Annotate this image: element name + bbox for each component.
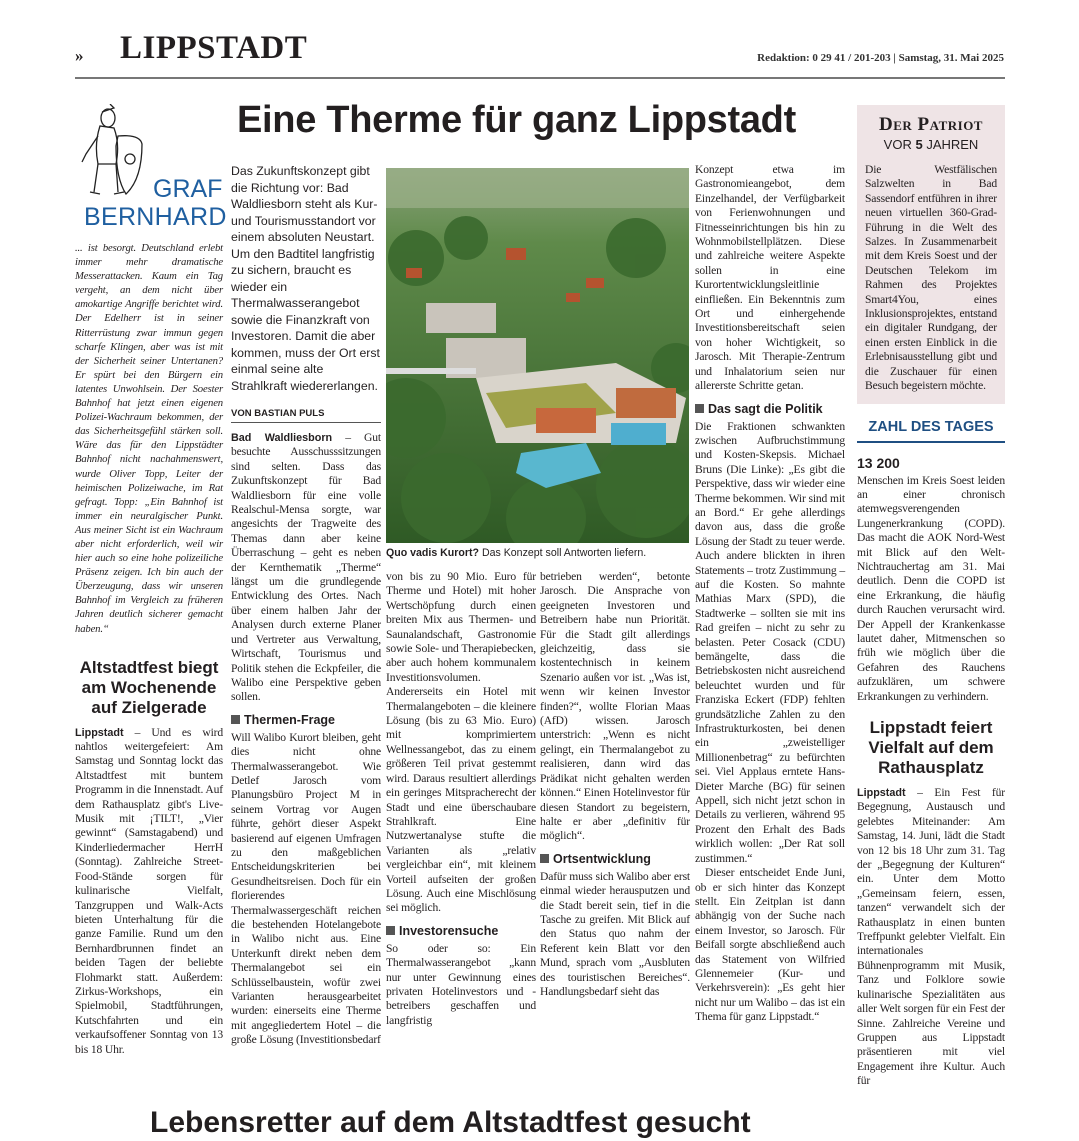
square-bullet-icon: [386, 926, 395, 935]
article-body-col5b: Die Fraktionen schwankten zwischen Aufbruchstimmung und Kosten-Skepsis. Michael Bruns (Die Linke): „Es gibt die Perspektive, dass wir wieder eine Therme bekommen. Wir sind mit an Bord.“ Er gehe allerdings davon aus, dass die große Lösung der Stadt zu teuer werde. Auch andere blickten in ihren Statements – trotz Zustimmung – auf die Kosten. So mahnte Mathias Marx (SPD), die Stadtwerke – sollten sie mit ins Rad greifen – nicht zu sehr zu belasten. Peter Cosack (CDU) bemängelte, dass die Betriebskosten nicht ausreichend beleuchtet wurden und für Franziska Eckert (FDP) fehlten grundsätzliche Zahlen zu den Infrastrukturkosten, bei denen ein „zweistelliger Millionenbetrag“ zu befürchten sei. Viel Applaus erntete Hans-Dieter Marche (BG) für seinen Appell, sich nicht jetzt schon in Details zu verlieren, während 95 Prozent den Erhalt des Bads wirklich wollen: „Der Rat soll zustimmen.“: [695, 419, 845, 865]
column-title-graf: GRAF: [153, 175, 223, 203]
edition-info: Redaktion: 0 29 41 / 201-203 | Samstag, 31. Mai 2025: [757, 52, 1004, 64]
subheading-ortsentwicklung: [540, 852, 690, 867]
article-body-col4b: Dafür muss sich Walibo aber erst einmal wieder herausputzen und die Stadt bereit sein, tief in die Tasche zu greifen. Mit Blick auf den Status quo nahm der Referent kein Blatt vor den Mund, sprach vom „Ausbluten des touristischen Bereiches“. Handlungsbedarf sieht das: [540, 869, 690, 998]
zahl-rule: [857, 441, 1005, 443]
square-bullet-icon: [695, 404, 704, 413]
graf-bernhard-masthead: [75, 104, 227, 241]
article-column-5: [695, 163, 845, 1025]
patriot-text: Die Westfälischen Salzwelten in Bad Sassendorf entführen in ihrer neuen virtuellen 360-Grad-Führung in die Welt des Salzes. In Zusammenarbeit mit dem Kreis Soest und der Deutschen Telekom im Rahmen des Projektes Smart4You, eines Inklusionsprojektes, entstand ein digitaler Rundgang, der einen ersten Einblick in die Erlebnisausstellung gibt und die Zuschauer für einen Besuch begeistern möchte.: [865, 163, 997, 393]
dateline: Lippstadt: [857, 787, 906, 799]
section-marker: »: [75, 46, 84, 65]
article-body-col3: von bis zu 90 Mio. Euro für Therme und Hotel) mit hoher Wertschöpfung durch einen breiten Mix aus Thermen- und Saunalandschaft, Gastronomie sowie Sole- und Therapiebecken, aber auch hohem kommunalem Investitionsvolumen. Andererseits ein Hotel mit Thermalangeboten – die kleinere Lösung (bis zu 63 Mio. Euro) mit komprimiertem Wellnessangebot, das zu einem größeren Teil privat gestemmt wird. Daraus resultiert allerdings ein geringes Mitspracherecht der Stadt und eine überschaubare Strahlkraft. Eine Nutzwertanalyse stufte die Varianten als „relativ vergleichbar ein“, mit kleinem Vorteil aufseiten der großen Lösung. Auch eine Mischlösung sei möglich.: [386, 570, 536, 915]
article-columns: [231, 163, 845, 1048]
right-column: [857, 105, 1005, 1089]
article-body: – Und es wird nahtlos weitergefeiert: Am Samstag und Sonntag lockt das Altstadtfest mit buntem Programm in die Innenstadt. Auf dem Rathausplatz gibt's Live-Musik mit ¡TILT!, „Vier gewinnt“ (Samstagabend) und Kinderliedermacher HerrH (Sonntag). Zahlreiche Street-Food-Stände sorgen für kulinarische Vielfalt, Tanzgruppen und Walk-Acts bieten Unterhaltung für die ganze Familie. Rund um den Bernhardbrunnen findet an beiden Tagen der beliebte Flohmarkt statt. Außerdem: Zirkus-Workshops, ein Spielmobil, Stadtführungen, Kutschfahrten und ein verkaufsoffener Sonntag von 13 bis 18 Uhr.: [75, 725, 223, 1056]
article-body-col3b: So oder so: Ein Thermalwasserangebot „kann nur unter Gewinnung eines privaten Hotelinvestors und -betreibers geschaffen und langfristig: [386, 941, 536, 1027]
subtitle-number: 5: [915, 137, 923, 152]
main-article: [231, 98, 845, 1048]
article-body: – Ein Fest für Begegnung, Austausch und gelebtes Miteinander: Am Samstag, 14. Juni, lädt die Stadt von 12 bis 18 Uhr zum 31. Tag der „Begegnung der Kulturen“ ein. Unter dem Motto „Gemeinsam feiern, essen, tanzen“ verwandelt sich der Rathausplatz in einen bunten Treffpunkt gelebter Vielfalt. Ein internationales Bühnenprogramm mit Musik, Tanz und Folklore sowie kulinarische Spezialitäten aus aller Welt sorgen für ein Fest der Sinne. Zahlreiche Vereine und Gruppen aus Lippstadt präsentieren mit viel Engagement ihre Kultur. Auch für: [857, 786, 1005, 1088]
article-column-3: [386, 570, 536, 1028]
zahl-number: 13 200: [857, 454, 900, 471]
columns-3-4: [386, 570, 690, 1028]
patriot-subtitle: [865, 137, 997, 153]
column-title-bernhard: BERNHARD: [84, 203, 227, 231]
subheading-text: Ortsentwicklung: [553, 851, 651, 866]
altstadtfest-text: [75, 726, 223, 1057]
square-bullet-icon: [231, 715, 240, 724]
subheading-investorensuche: [386, 924, 536, 939]
article-body-col2: [231, 431, 381, 705]
article-body-col5c: Dieser entscheidet Ende Juni, ob er sich hinter das Konzept stellt. Ein Zeitplan ist dann abhängig von der Suche nach einem Investor, so Jarosch. Für Beifall sorgte abschließend auch das Statement von Wilfried Glennemeier (Kur- und Verkehrsverein): „Es geht hier nicht nur um Walibo – das ist ein Thema für ganz Lippstadt.“: [695, 866, 845, 1024]
article-text: – Gut besuchte Ausschusssitzungen sind selten. Dass das Zukunftskonzept für Bad Waldliesborn für eine volle Realschul-Mensa sorgte, war angesichts der Tragweite des Themas dann aber keine Überraschung – geht es neben der Kernthematik „Therme“ längst um die grundlegende Entwicklung des Ortes. Nach über einem halben Jahr der Analysen durch externe Planer und Vertreter aus Verwaltung, Wirtschaft, Tourismus und Politik stehen die Eckpfeiler, die Walibo eine Perspektive geben sollen.: [231, 431, 381, 704]
graf-bernhard-text: ... ist besorgt. Deutschland erlebt immer mehr dramatische Messerattacken. Kaum ein Tag vergeht, an dem nicht über amokartige Angriffe berichtet wird. Der Edelherr ist in seiner Ritterrüstung zwar immun gegen scharfe Klingen, aber was ist mit der Sicherheit seiner Untertanen? Er spürt bei den Bürgern ein latentes Unwohlsein. Der Soester Bahnhof hat jetzt einen eigenen Polizei-Wachraum bekommen, der das Sicherheitsgefühl stärken soll. Wäre das für den Lippstädter Bahnhof nicht nachahmenswert, wurde Oliver Topp, Leiter der heimischen Polizeiwache, im Rat gefragt. Topp: „Ein Bahnhof ist immer ein neuralgischer Punkt. Aus meiner Sicht ist ein Wachraum aber nicht erforderlich, weil wir hier auch so eine hohe polizeiliche Präsenz zeigen. Ich bin auch der Überzeugung, dass wir unseren Bahnhof im Vergleich zu früheren Jahren deutlich sicherer gemacht haben.“: [75, 242, 223, 635]
main-headline: Eine Therme für ganz Lippstadt: [237, 99, 796, 141]
aerial-photo-therme: [386, 168, 689, 543]
article-intro: Das Zukunftskonzept gibt die Richtung vor: Bad Waldliesborn steht als Kur- und Tourismusstandort vor einem absoluten Neustart. Um den Badtitel langfristig zu sichern, braucht es wieder ein Thermalwasserangebot sowie die Finanzkraft von Investoren. Damit die aber kommen, muss der Ort erst einmal seine alte Strahlkraft wiedererlangen.: [231, 164, 380, 393]
article-body-col2b: Will Walibo Kurort bleiben, geht dies nicht ohne Thermalwasserangebot. Wie Detlef Jarosch vom Planungsbüro Project M in seinem Vortrag vor Augen führte, gehört dieser Aspekt basierend auf eigenen Umfragen zu den maßgeblichen Entscheidungskriterien bei Gesundheitsreisen. Doch für ein florierendes Thermalwassergeschäft reichen die bestehenden Hotelangebote in Walibo nicht aus. Eine Unterkunft direkt neben dem Thermalangebot sei ein Schlüsselbaustein, wofür zwei Varianten herausgearbeitet wurden: einerseits eine Therme mit angegliedertem Hotel – die große Lösung (Investitionsbedarf: [231, 730, 381, 1047]
subheading-thermen-frage: [231, 713, 381, 728]
article-column-2: [231, 163, 381, 1048]
vielfalt-headline: Lippstadt feiert Vielfalt auf dem Rathausplatz: [868, 718, 994, 777]
altstadtfest-headline: Altstadtfest biegt am Wochenende auf Zielgerade: [79, 657, 219, 717]
subheading-text: Thermen-Frage: [244, 712, 335, 727]
vielfalt-text: [857, 786, 1005, 1089]
zahl-text: Menschen im Kreis Soest leiden an einer chronisch atemwegsverengenden Lungenerkrankung (COPD). Das macht die AOK Nord-West mit Blick auf den Welt-Nichtrauchertag am 31. Mai deutlich. Denn die COPD ist eine Erkrankung, die häufig durch Rauchen verursacht wird. Der Appell der Krankenkasse lautet daher, Mitmenschen so früh wie möglich über die Gefahren des Rauchens aufzuklären, um schwere Erkrankungen zu verhindern.: [857, 473, 1005, 703]
article-body-col5: Konzept etwa im Gastronomieangebot, dem Einzelhandel, der Verfügbarkeit von Ferienwohnungen und Fitnesseinrichtungen bis hin zu Wohnmobilstellplätzen. Diese und zahlreiche weitere Aspekte sollen in eine Kurortentwicklungsleitlinie einfließen. Ein Bekenntnis zum Ort und einhergehende Investitionsbereitschaft seien von hoher Wichtigkeit, so Jarosch. Mit Therapie-Zentrum und Inhalatorium seien nur allererste Schritte getan.: [695, 163, 845, 393]
photo-caption: [386, 547, 690, 560]
bottom-headline: Lebensretter auf dem Altstadtfest gesucht: [150, 1105, 751, 1139]
caption-lead: Quo vadis Kurort?: [386, 547, 479, 559]
article-column-4: [540, 570, 690, 999]
subheading-text: Investorensuche: [399, 923, 499, 938]
zahl-des-tages-title: ZAHL DES TAGES: [868, 418, 994, 435]
article-body-col4: betrieben werden“, betonte Jarosch. Die Ansprache von geeigneten Investoren und Betreibern habe nun Priorität. Für die Stadt gilt allerdings gleichzeitig, dass sie kostentechnisch in keinem Szenario außen vor ist. „Was ist, wenn wir keinen Investor finden?“, wollte Florian Maas (AfD) wissen. Jarosch unterstrich: „Wenn es nicht gelingt, ein Thermalangebot zu realisieren, dann wird das Prädikat nicht gehalten werden können.“ Einen Hotelinvestor für diesen Standort zu begeistern, halte er aber „definitiv für möglich“.: [540, 570, 690, 843]
subheading-text: Das sagt die Politik: [708, 401, 823, 416]
byline: VON BASTIAN PULS: [231, 408, 381, 423]
photo-and-columns-3-4: [386, 163, 690, 1028]
subtitle-part: VOR: [883, 137, 916, 152]
dateline: Lippstadt: [75, 726, 124, 739]
section-title: LIPPSTADT: [120, 30, 308, 66]
square-bullet-icon: [540, 854, 549, 863]
subtitle-part: JAHREN: [922, 137, 979, 152]
subheading-politik: [695, 402, 845, 417]
knight-illustration: [80, 104, 150, 204]
left-column: [75, 104, 227, 1057]
patriot-box: [857, 105, 1005, 404]
patriot-title: Der Patriot: [879, 114, 983, 135]
dateline: Bad Waldliesborn: [231, 432, 333, 444]
caption-text: Das Konzept soll Antworten liefern.: [479, 547, 647, 559]
